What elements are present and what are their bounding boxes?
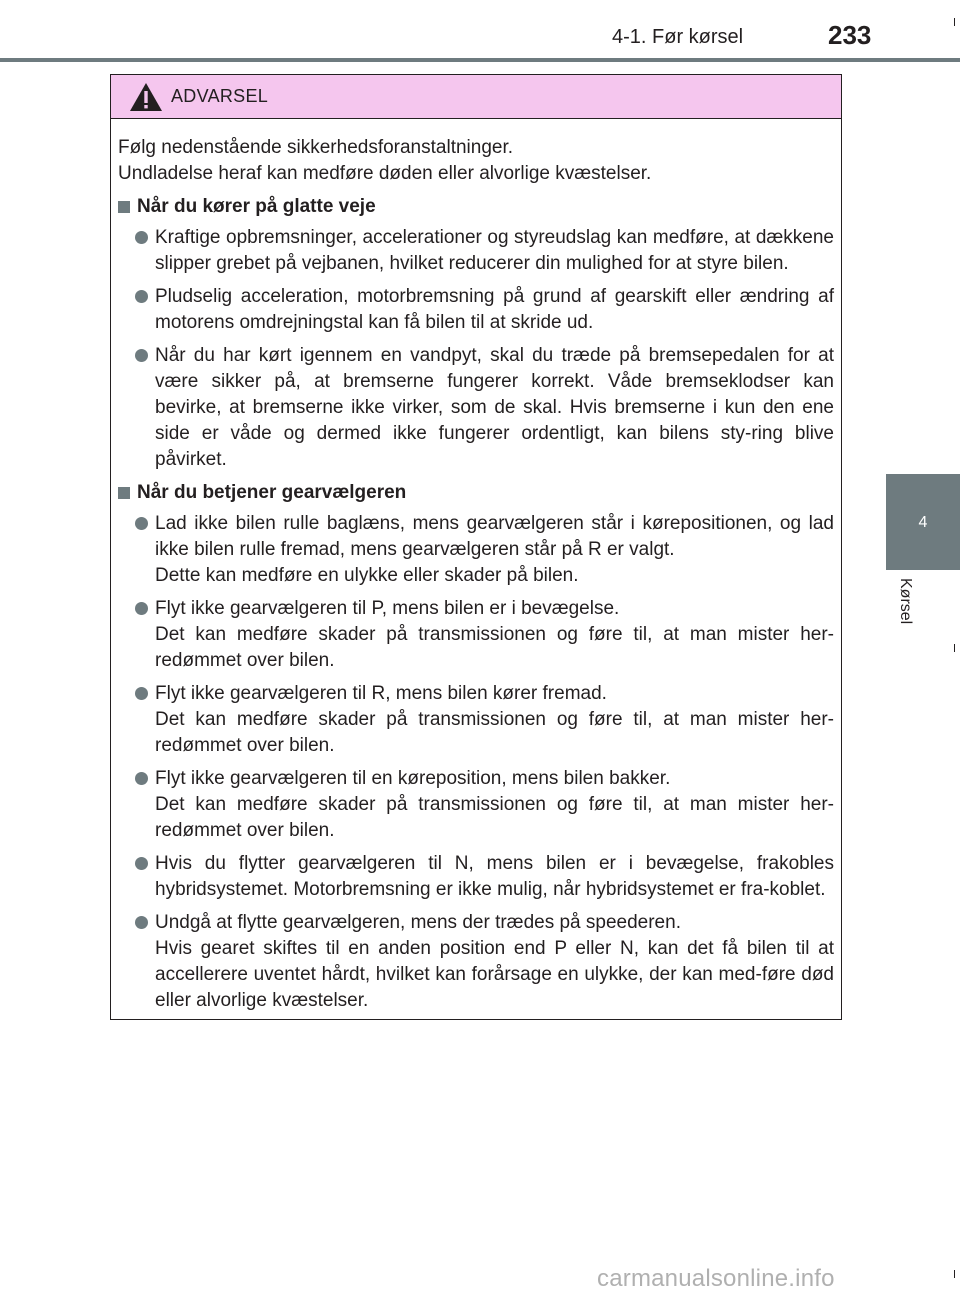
bullet-text: Det kan medføre skader på transmissionen og føre til, at man mister her-redømmet over bilen. xyxy=(155,624,834,671)
crop-mark xyxy=(954,644,955,652)
bullet-item xyxy=(132,225,834,277)
bullet-text: Det kan medføre skader på transmissionen og føre til, at man mister her-redømmet over bilen. xyxy=(155,794,834,841)
intro-line: Undladelse heraf kan medføre døden eller alvorlige kvæstelser. xyxy=(118,163,652,184)
round-bullet-icon xyxy=(135,857,148,870)
intro-text xyxy=(118,135,834,187)
bullet-item xyxy=(132,343,834,473)
bullet-text: Hvis gearet skiftes til en anden position end P eller N, kan det få bilen til at accellerere uventet hårdt, hvilket kan forårsage en ulykke, der kan med-føre død eller alvorlige kvæstelser. xyxy=(155,938,834,1011)
round-bullet-icon xyxy=(135,517,148,530)
bullet-text: Flyt ikke gearvælgeren til R, mens bilen kører fremad. xyxy=(155,683,607,704)
bullet-text: Dette kan medføre en ulykke eller skader på bilen. xyxy=(155,565,579,586)
page-number: 233 xyxy=(828,20,872,50)
bullet-text: Undgå at flytte gearvælgeren, mens der trædes på speederen. xyxy=(155,912,681,933)
bullet-item xyxy=(132,681,834,759)
square-bullet-icon xyxy=(118,201,130,213)
round-bullet-icon xyxy=(135,231,148,244)
section-heading xyxy=(118,194,834,220)
chapter-number: 4 xyxy=(918,514,928,531)
bullet-item xyxy=(132,511,834,589)
round-bullet-icon xyxy=(135,602,148,615)
round-bullet-icon xyxy=(135,916,148,929)
intro-line: Følg nedenstående sikkerhedsforanstaltninger. xyxy=(118,137,514,158)
round-bullet-icon xyxy=(135,349,148,362)
bullet-text: Pludselig acceleration, motorbremsning på grund af gearskift eller ændring af motorens omdrejningstal kan få bilen til at skride ud. xyxy=(155,286,834,333)
warning-triangle-icon xyxy=(129,82,163,112)
bullet-text: Lad ikke bilen rulle baglæns, mens gearvælgeren står i kørepositionen, og lad ikke bilen rulle fremad, mens gearvælgeren står på R er valgt. xyxy=(155,513,834,560)
chapter-label: Kørsel xyxy=(897,578,914,625)
bullet-text: Når du har kørt igennem en vandpyt, skal du træde på bremsepedalen for at være sikker på, at bremserne fungerer korrekt. Våde bremseklodser kan bevirke, at bremserne ikke virker, som de skal. Hvis bremserne i kun den ene side er våde og dermed ikke fungerer ordentligt, kan bilens sty-ring blive påvirket. xyxy=(155,345,834,470)
bullet-item xyxy=(132,766,834,844)
section-heading-text: Når du kører på glatte veje xyxy=(137,196,376,217)
bullet-text: Det kan medføre skader på transmissionen og føre til, at man mister her-redømmet over bilen. xyxy=(155,709,834,756)
warning-body xyxy=(111,119,841,1014)
bullet-item xyxy=(132,284,834,336)
bullet-text: Flyt ikke gearvælgeren til P, mens bilen er i bevægelse. xyxy=(155,598,620,619)
bullet-item xyxy=(132,910,834,1014)
warning-header xyxy=(111,75,841,119)
header-rule xyxy=(0,58,960,62)
section-heading-text: Når du betjener gearvælgeren xyxy=(137,482,407,503)
bullet-item xyxy=(132,851,834,903)
section-title: 4-1. Før kørsel xyxy=(612,26,744,48)
crop-mark xyxy=(954,1270,955,1278)
bullet-text: Kraftige opbremsninger, accelerationer og styreudslag kan medføre, at dækkene slipper grebet på vejbanen, hvilket reducerer din mulighed for at styre bilen. xyxy=(155,227,834,274)
bullet-text: Flyt ikke gearvælgeren til en køreposition, mens bilen bakker. xyxy=(155,768,671,789)
crop-mark xyxy=(954,18,955,26)
square-bullet-icon xyxy=(118,487,130,499)
section-heading xyxy=(118,480,834,506)
warning-title: ADVARSEL xyxy=(171,86,269,106)
round-bullet-icon xyxy=(135,290,148,303)
warning-box xyxy=(110,74,842,1020)
round-bullet-icon xyxy=(135,687,148,700)
round-bullet-icon xyxy=(135,772,148,785)
bullet-text: Hvis du flytter gearvælgeren til N, mens bilen er i bevægelse, frakobles hybridsystemet. Motorbremsning er ikke mulig, når hybridsystemet er fra-koblet. xyxy=(155,853,834,900)
watermark: carmanualsonline.info xyxy=(597,1265,835,1292)
bullet-item xyxy=(132,596,834,674)
